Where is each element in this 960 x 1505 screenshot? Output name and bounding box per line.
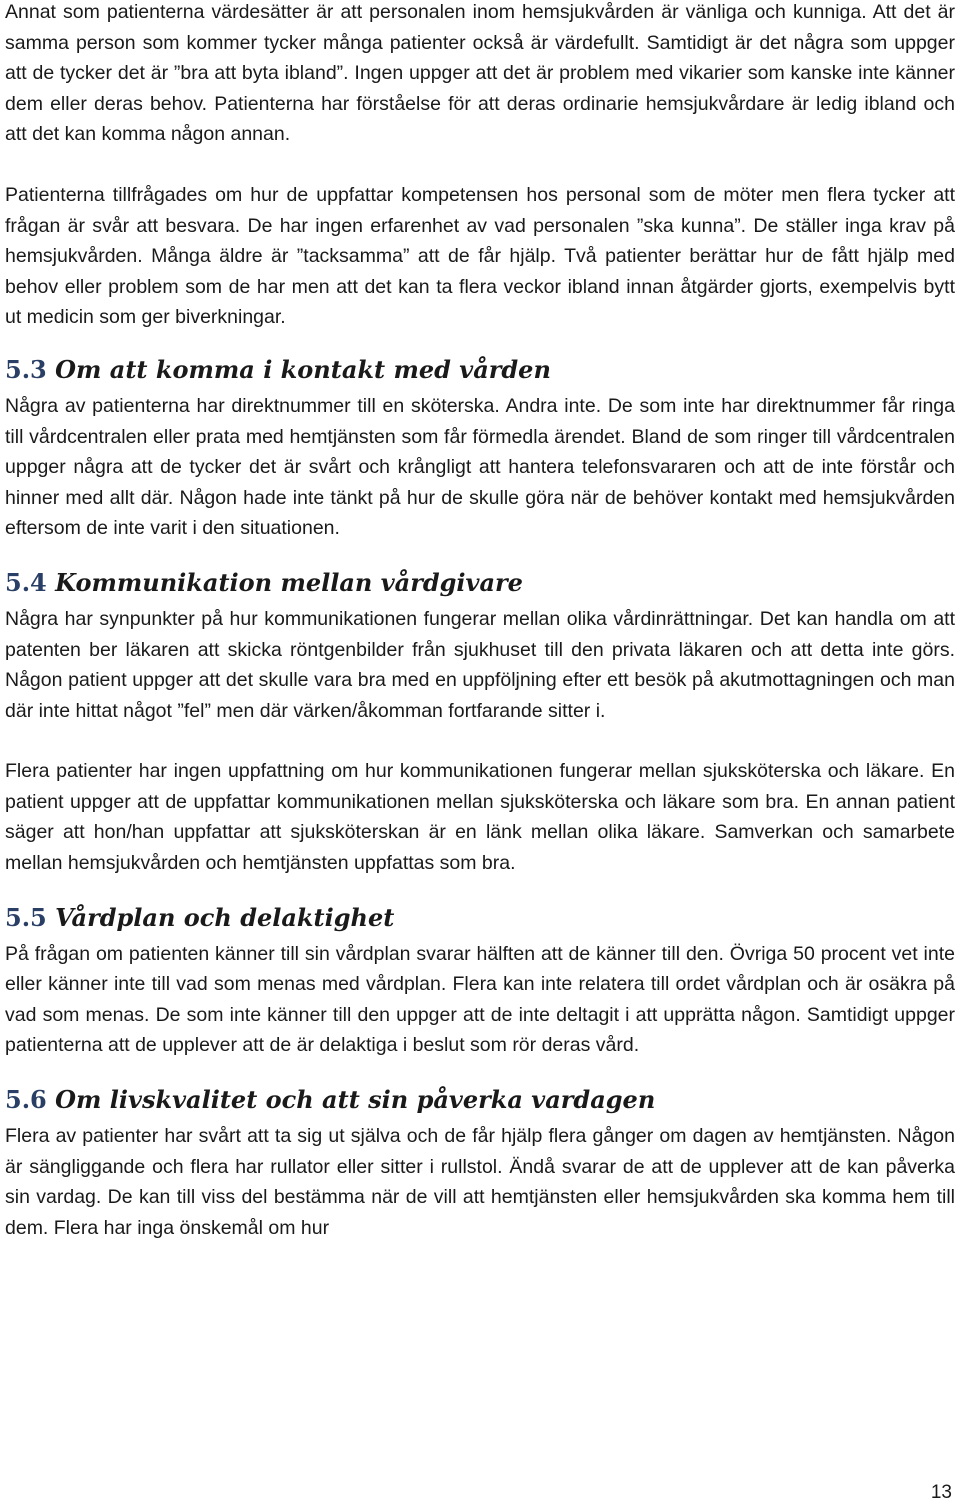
section-number: 5.4	[5, 567, 47, 597]
section-title: Om livskvalitet och att sin påverka vardagen	[55, 1085, 656, 1115]
section-heading-5-5	[5, 903, 955, 933]
section-heading-5-4	[5, 568, 955, 598]
paragraph-staff-values: Annat som patienterna värdesätter är att personalen inom hemsjukvården är vänliga och kunniga. Att det är samma person som kommer tycker många patienter också är värdefullt. Samtidigt är det några som uppger att de tycker det är ”bra att byta ibland”. Ingen uppger att det är problem med vikarier som kanske inte känner dem eller deras behov. Patienterna har förståelse för att deras ordinarie hemsjukvårdare är ledig ibland och att det kan komma någon annan.	[5, 1, 955, 146]
paragraph-staff-competence: Patienterna tillfrågades om hur de uppfattar kompetensen hos personal som de möter men flera tycker att frågan är svår att besvara. De har ingen erfarenhet av vad personalen ”ska kunna”. De ställer inga krav på hemsjukvården. Många äldre är ”tacksamma” att de får hjälp. Två patienter berättar hur de fått hjälp med behov eller problem som de har men att det kan ta flera veckor ibland innan åtgärder gjorts, exempelvis bytt ut medicin som ger biverkningar.	[5, 183, 955, 329]
section-number: 5.6	[5, 1085, 47, 1115]
paragraph-contact-care: Några av patienterna har direktnummer till en sköterska. Andra inte. De som inte har direktnummer får ringa till vårdcentralen eller prata med hemtjänsten som får förmedla ärendet. Bland de som ringer till vårdcentralen uppger några att de tycker det är svårt och krångligt att hantera telefonsvararen och att de inte förstår och hinner med allt där. Någon hade inte tänkt på hur de skulle göra när de behöver kontakt med hemsjukvården eftersom de inte varit i den situationen.	[5, 394, 955, 540]
paragraph-quality-of-life: Flera av patienter har svårt att ta sig ut själva och de får hjälp flera gånger om dagen av hemtjänsten. Någon är sängliggande och flera har rullator eller sitter i rullstol. Ändå svarar de att de upplever att de kan påverka sin vardag. De kan till viss del bestämma när de vill att hemtjänsten eller hemsjukvården ska komma hem till dem. Flera har inga önskemål om hur	[5, 1125, 955, 1239]
section-number: 5.3	[5, 354, 47, 384]
section-number: 5.5	[5, 902, 47, 932]
paragraph-communication-2: Flera patienter har ingen uppfattning om hur kommunikationen fungerar mellan sjuksköterska och läkare. En patient uppger att de uppfattar kommunikationen mellan sjuksköterska och läkare som bra. En annan patient säger att hon/han uppfattar att sjuksköterskan är en länk mellan olika läkare. Samverkan och samarbete mellan hemsjukvården och hemtjänsten uppfattas som bra.	[5, 760, 955, 875]
section-title: Vårdplan och delaktighet	[55, 902, 395, 932]
page-number: 13	[930, 1482, 952, 1503]
paragraph-care-plan: På frågan om patienten känner till sin vårdplan svarar hälften att de känner till den. Övriga 50 procent vet inte eller känner inte till vad som menas med vårdplan. Flera kan inte relatera till ordet vårdplan och är osäkra på vad som menas. De som inte känner till den uppger att de inte deltagit i att upprätta någon. Samtidigt uppger patienterna att de upplever att de är delaktiga i beslut som rör deras vård.	[5, 942, 955, 1057]
section-heading-5-3	[5, 355, 955, 385]
document-page	[5, 0, 955, 1243]
section-title: Om att komma i kontakt med vården	[55, 354, 551, 384]
section-title: Kommunikation mellan vårdgivare	[55, 567, 523, 597]
paragraph-communication-1: Några har synpunkter på hur kommunikationen fungerar mellan olika vårdinrättningar. Det kan handla om att patenten ber läkaren att skicka röntgenbilder från sjukhuset till den privata läkaren och att detta inte görs. Någon patient uppger att det skulle vara bra med en uppföljning efter ett besök på akutmottagningen och man där inte hittat något ”fel” men där värken/åkomman fortfarande sitter i.	[5, 607, 955, 722]
section-heading-5-6	[5, 1085, 955, 1115]
